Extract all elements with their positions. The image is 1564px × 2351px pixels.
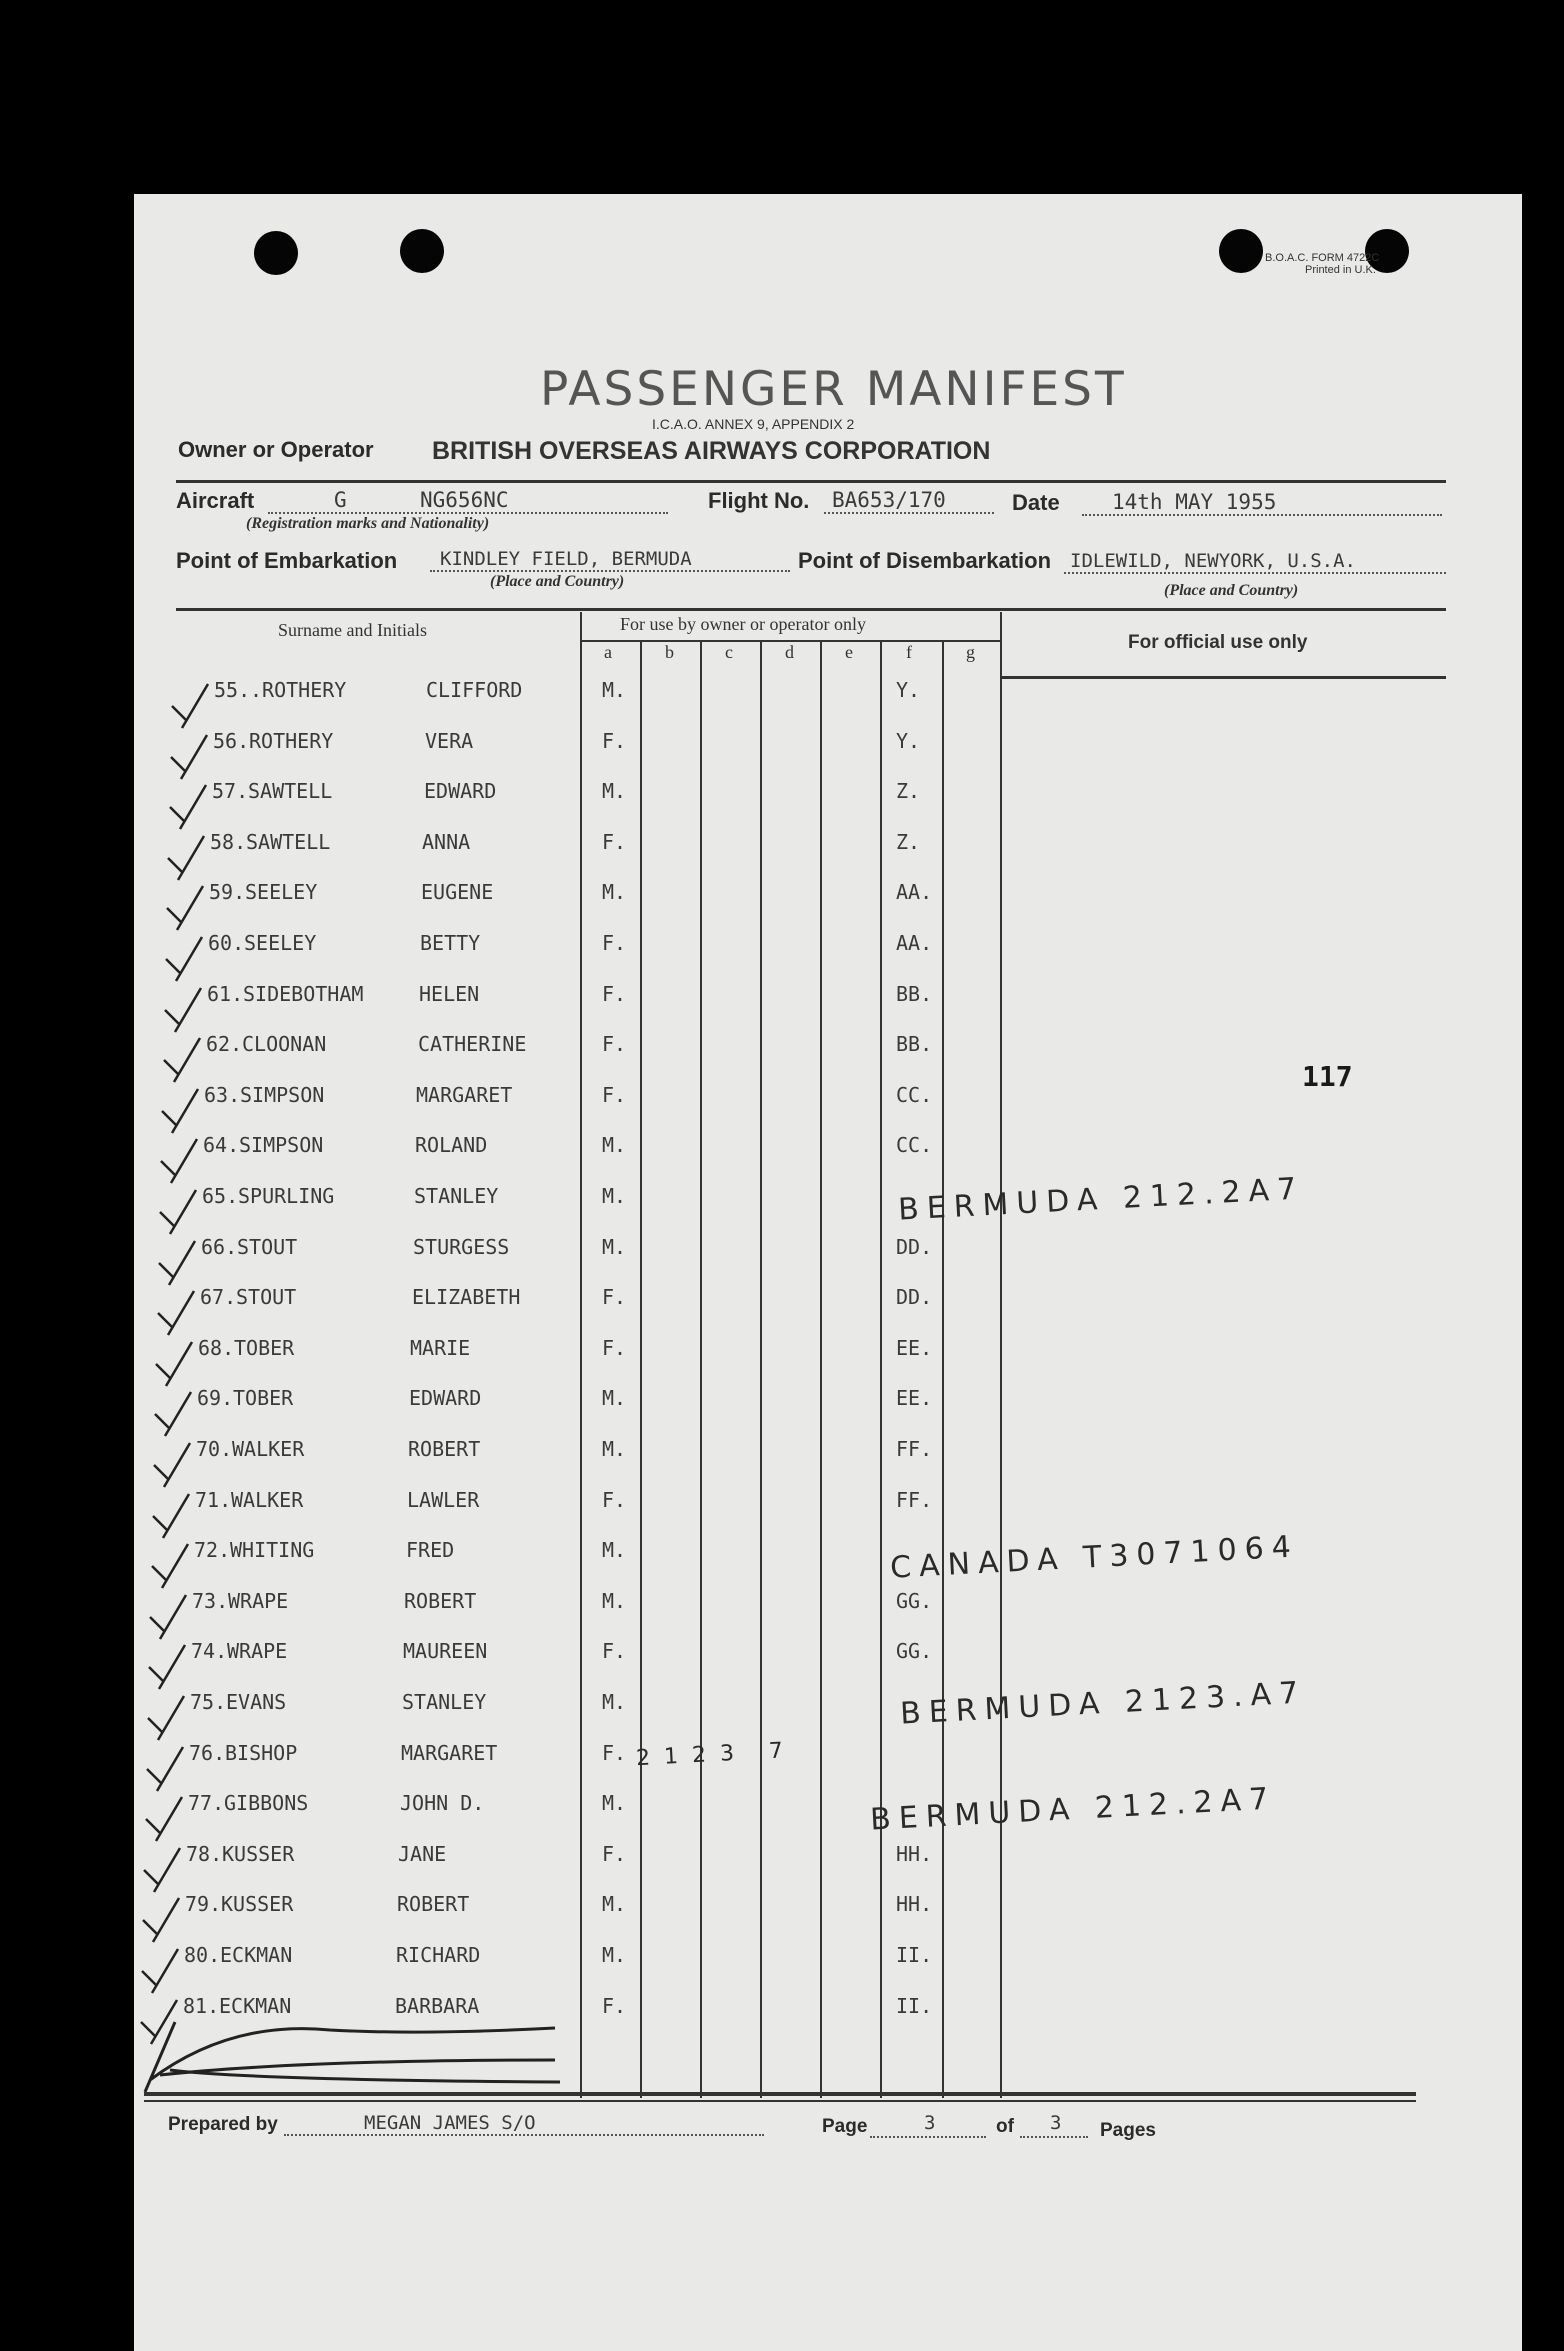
surname-cell: ROTHERY <box>249 729 334 753</box>
owner-value: BRITISH OVERSEAS AIRWAYS CORPORATION <box>432 437 991 465</box>
given-name-cell: ELIZABETH <box>412 1285 521 1309</box>
row-number: 68. <box>198 1336 235 1360</box>
given-name-cell: ROBERT <box>397 1892 470 1916</box>
check-mark <box>141 2000 177 2044</box>
check-mark <box>152 1544 188 1588</box>
date-label: Date <box>1012 490 1060 515</box>
table-bottom-rule-2 <box>144 2100 1416 2102</box>
row-number: 69. <box>197 1386 234 1410</box>
row-number: 63. <box>204 1083 241 1107</box>
surname-cell: SIMPSON <box>240 1083 325 1107</box>
row-number: 60. <box>208 931 245 955</box>
row-number: 55. <box>214 678 251 702</box>
sex-cell: M. <box>602 1437 627 1461</box>
given-name-cell: MARGARET <box>416 1083 513 1107</box>
table-bottom-rule <box>144 2092 1416 2096</box>
handwritten-note-spurling: BERMUDA 212.2A7 <box>897 1171 1305 1228</box>
surname-cell: BISHOP <box>225 1741 298 1765</box>
row-number: 61. <box>207 982 244 1006</box>
embarkation-label: Point of Embarkation <box>176 548 398 573</box>
group-cell: AA. <box>896 931 933 955</box>
surname-cell: STOUT <box>237 1235 298 1259</box>
prepared-by-dotline <box>284 2134 764 2136</box>
sex-cell: F. <box>602 729 627 753</box>
crossed-out-scribble <box>145 2022 560 2092</box>
surname-cell: WALKER <box>232 1437 305 1461</box>
handwritten-note-bishop: 2123 7 <box>635 1737 798 1772</box>
surname-cell: KUSSER <box>221 1892 294 1916</box>
check-mark <box>156 1342 192 1386</box>
check-mark <box>170 785 206 829</box>
row-number: 58. <box>210 830 247 854</box>
check-mark <box>159 1241 195 1285</box>
check-mark <box>165 988 201 1032</box>
row-number: 74. <box>191 1639 228 1663</box>
check-mark <box>147 1747 183 1791</box>
sex-cell: M. <box>602 1892 627 1916</box>
sex-cell: M. <box>602 1943 627 1967</box>
group-cell: DD. <box>896 1235 933 1259</box>
group-cell: CC. <box>896 1133 933 1157</box>
surname-cell: WALKER <box>231 1488 304 1512</box>
given-name-cell: BETTY <box>420 931 481 955</box>
group-cell: BB. <box>896 982 933 1006</box>
total-pages-value: 3 <box>1050 2112 1062 2134</box>
given-name-cell: STANLEY <box>402 1690 487 1714</box>
given-name-cell: JOHN D. <box>400 1791 485 1815</box>
owner-use-header: For use by owner or operator only <box>620 614 866 634</box>
row-number: 78. <box>186 1842 223 1866</box>
sex-cell: M. <box>602 1235 627 1259</box>
sex-cell: M. <box>602 1538 627 1562</box>
group-cell: FF. <box>896 1488 933 1512</box>
sex-cell: M. <box>602 1791 627 1815</box>
given-name-cell: MARGARET <box>401 1741 498 1765</box>
surname-cell: SEELEY <box>245 880 318 904</box>
group-cell: DD. <box>896 1285 933 1309</box>
given-name-cell: JANE <box>398 1842 447 1866</box>
check-mark <box>153 1494 189 1538</box>
surname-cell: WRAPE <box>228 1589 289 1613</box>
sex-cell: M. <box>602 779 627 803</box>
sex-cell: F. <box>602 830 627 854</box>
row-number: 81. <box>183 1994 220 2018</box>
group-cell: EE. <box>896 1336 933 1360</box>
check-mark <box>143 1898 179 1942</box>
surname-cell: STOUT <box>236 1285 297 1309</box>
surname-cell: SAWTELL <box>248 779 333 803</box>
subcol-f: f <box>906 642 912 662</box>
surname-cell: .ROTHERY <box>250 678 347 702</box>
subcol-d: d <box>785 642 794 662</box>
sex-cell: F. <box>602 1083 627 1107</box>
row-number: 62. <box>206 1032 243 1056</box>
given-name-cell: ROBERT <box>404 1589 477 1613</box>
handwritten-note-whiting: CANADA T3071064 <box>889 1529 1300 1586</box>
group-cell: Y. <box>896 729 921 753</box>
surname-cell: SEELEY <box>244 931 317 955</box>
group-cell: BB. <box>896 1032 933 1056</box>
given-name-cell: ROLAND <box>415 1133 488 1157</box>
aircraft-label: Aircraft <box>176 488 255 513</box>
sex-cell: F. <box>602 1994 627 2018</box>
sex-cell: F. <box>602 1741 627 1765</box>
subcol-b: b <box>665 642 674 662</box>
surname-cell: ECKMAN <box>219 1994 292 2018</box>
given-name-cell: BARBARA <box>395 1994 480 2018</box>
sex-cell: F. <box>602 1842 627 1866</box>
sex-cell: M. <box>602 1690 627 1714</box>
given-name-cell: EUGENE <box>421 880 494 904</box>
subcol-e: e <box>845 642 853 662</box>
row-number: 67. <box>200 1285 237 1309</box>
row-number: 57. <box>212 779 249 803</box>
disembarkation-caption: (Place and Country) <box>1164 582 1299 599</box>
check-mark <box>172 684 208 728</box>
form-number: B.O.A.C. FORM 4722C Printed in U.K. <box>1265 252 1380 276</box>
sex-cell: F. <box>602 1032 627 1056</box>
surname-cell: TOBER <box>234 1336 295 1360</box>
row-number: 66. <box>201 1235 238 1259</box>
given-name-cell: MARIE <box>410 1336 471 1360</box>
given-name-cell: STURGESS <box>413 1235 510 1259</box>
handwritten-note-evans: BERMUDA 2123.A7 <box>899 1675 1307 1732</box>
owner-label: Owner or Operator <box>178 437 374 462</box>
group-cell: HH. <box>896 1892 933 1916</box>
sex-cell: M. <box>602 1386 627 1410</box>
check-mark <box>142 1949 178 1993</box>
surname-cell: SPURLING <box>238 1184 335 1208</box>
check-mark <box>158 1291 194 1335</box>
surname-cell: SIMPSON <box>239 1133 324 1157</box>
sex-cell: M. <box>602 1133 627 1157</box>
check-mark <box>171 735 207 779</box>
surname-cell: SAWTELL <box>246 830 331 854</box>
check-mark <box>166 937 202 981</box>
group-cell: FF. <box>896 1437 933 1461</box>
given-name-cell: EDWARD <box>409 1386 482 1410</box>
given-name-cell: LAWLER <box>407 1488 480 1512</box>
given-name-cell: VERA <box>425 729 474 753</box>
row-number: 79. <box>185 1892 222 1916</box>
given-name-cell: ANNA <box>422 830 471 854</box>
surname-cell: EVANS <box>226 1690 287 1714</box>
row-number: 73. <box>192 1589 229 1613</box>
pages-label: Pages <box>1100 2120 1156 2141</box>
group-cell: Z. <box>896 779 921 803</box>
disembarkation-value: IDLEWILD, NEWYORK, U.S.A. <box>1070 550 1356 572</box>
check-mark <box>144 1848 180 1892</box>
aircraft-registration: NG656NC <box>420 488 509 512</box>
check-mark <box>148 1696 184 1740</box>
group-cell: CC. <box>896 1083 933 1107</box>
group-cell: GG. <box>896 1639 933 1663</box>
page-dotline <box>870 2136 986 2138</box>
surname-cell: GIBBONS <box>224 1791 309 1815</box>
sex-cell: F. <box>602 1639 627 1663</box>
surname-cell: SIDEBOTHAM <box>243 982 364 1006</box>
given-name-cell: HELEN <box>419 982 480 1006</box>
sex-cell: F. <box>602 1336 627 1360</box>
group-cell: GG. <box>896 1589 933 1613</box>
embarkation-caption: (Place and Country) <box>490 573 625 590</box>
prepared-by-value: MEGAN JAMES S/O <box>364 2112 536 2134</box>
total-dotline <box>1020 2136 1088 2138</box>
row-number: 71. <box>195 1488 232 1512</box>
page-title: PASSENGER MANIFEST <box>540 362 1127 417</box>
group-cell: HH. <box>896 1842 933 1866</box>
check-mark <box>162 1089 198 1133</box>
row-number: 56. <box>213 729 250 753</box>
sex-cell: F. <box>602 982 627 1006</box>
check-mark <box>154 1443 190 1487</box>
group-cell: II. <box>896 1943 933 1967</box>
registration-caption: (Registration marks and Nationality) <box>246 515 490 532</box>
check-mark <box>146 1797 182 1841</box>
surname-cell: TOBER <box>233 1386 294 1410</box>
sex-cell: M. <box>602 1184 627 1208</box>
sex-cell: F. <box>602 1488 627 1512</box>
group-cell: AA. <box>896 880 933 904</box>
given-name-cell: CLIFFORD <box>426 678 523 702</box>
sex-cell: M. <box>602 678 627 702</box>
row-number: 64. <box>203 1133 240 1157</box>
row-number: 70. <box>196 1437 233 1461</box>
group-cell: II. <box>896 1994 933 2018</box>
date-value: 14th MAY 1955 <box>1112 490 1277 514</box>
check-mark <box>150 1595 186 1639</box>
subcol-g: g <box>966 642 975 662</box>
check-mark <box>149 1645 185 1689</box>
of-label: of <box>996 2116 1014 2137</box>
given-name-cell: CATHERINE <box>418 1032 527 1056</box>
surname-cell: KUSSER <box>222 1842 295 1866</box>
given-name-cell: MAUREEN <box>403 1639 488 1663</box>
row-number: 77. <box>188 1791 225 1815</box>
group-cell: EE. <box>896 1386 933 1410</box>
sex-cell: M. <box>602 880 627 904</box>
embarkation-value: KINDLEY FIELD, BERMUDA <box>440 548 692 570</box>
aircraft-value: G <box>334 488 347 512</box>
sex-cell: M. <box>602 1589 627 1613</box>
page-value: 3 <box>924 2112 936 2134</box>
surname-cell: ECKMAN <box>220 1943 293 1967</box>
given-name-cell: FRED <box>406 1538 455 1562</box>
sex-cell: F. <box>602 931 627 955</box>
check-mark <box>155 1392 191 1436</box>
row-number: 80. <box>184 1943 221 1967</box>
given-name-cell: EDWARD <box>424 779 497 803</box>
handwritten-note-gibbons: BERMUDA 212.2A7 <box>869 1781 1277 1838</box>
given-name-cell: STANLEY <box>414 1184 499 1208</box>
group-cell: Y. <box>896 678 921 702</box>
surname-cell: WHITING <box>230 1538 315 1562</box>
disembarkation-label: Point of Disembarkation <box>798 548 1052 573</box>
flight-label: Flight No. <box>708 488 810 513</box>
check-mark <box>164 1038 200 1082</box>
row-number: 59. <box>209 880 246 904</box>
page-subtitle: I.C.A.O. ANNEX 9, APPENDIX 2 <box>652 416 855 432</box>
page-stamp-number: 117 <box>1302 1060 1353 1093</box>
row-number: 65. <box>202 1184 239 1208</box>
surname-cell: WRAPE <box>227 1639 288 1663</box>
page-label: Page <box>822 2116 868 2137</box>
given-name-cell: ROBERT <box>408 1437 481 1461</box>
check-mark <box>168 836 204 880</box>
sex-cell: F. <box>602 1285 627 1309</box>
subcol-a: a <box>604 642 612 662</box>
check-mark <box>160 1190 196 1234</box>
given-name-cell: RICHARD <box>396 1943 481 1967</box>
group-cell: Z. <box>896 830 921 854</box>
official-use-header: For official use only <box>1128 632 1308 653</box>
prepared-by-label: Prepared by <box>168 2114 278 2135</box>
surname-header: Surname and Initials <box>278 620 427 640</box>
subcol-c: c <box>725 642 733 662</box>
check-mark <box>161 1139 197 1183</box>
check-mark <box>167 886 203 930</box>
row-number: 72. <box>194 1538 231 1562</box>
row-number: 75. <box>190 1690 227 1714</box>
flight-value: BA653/170 <box>832 488 946 512</box>
surname-cell: CLOONAN <box>242 1032 327 1056</box>
row-number: 76. <box>189 1741 226 1765</box>
